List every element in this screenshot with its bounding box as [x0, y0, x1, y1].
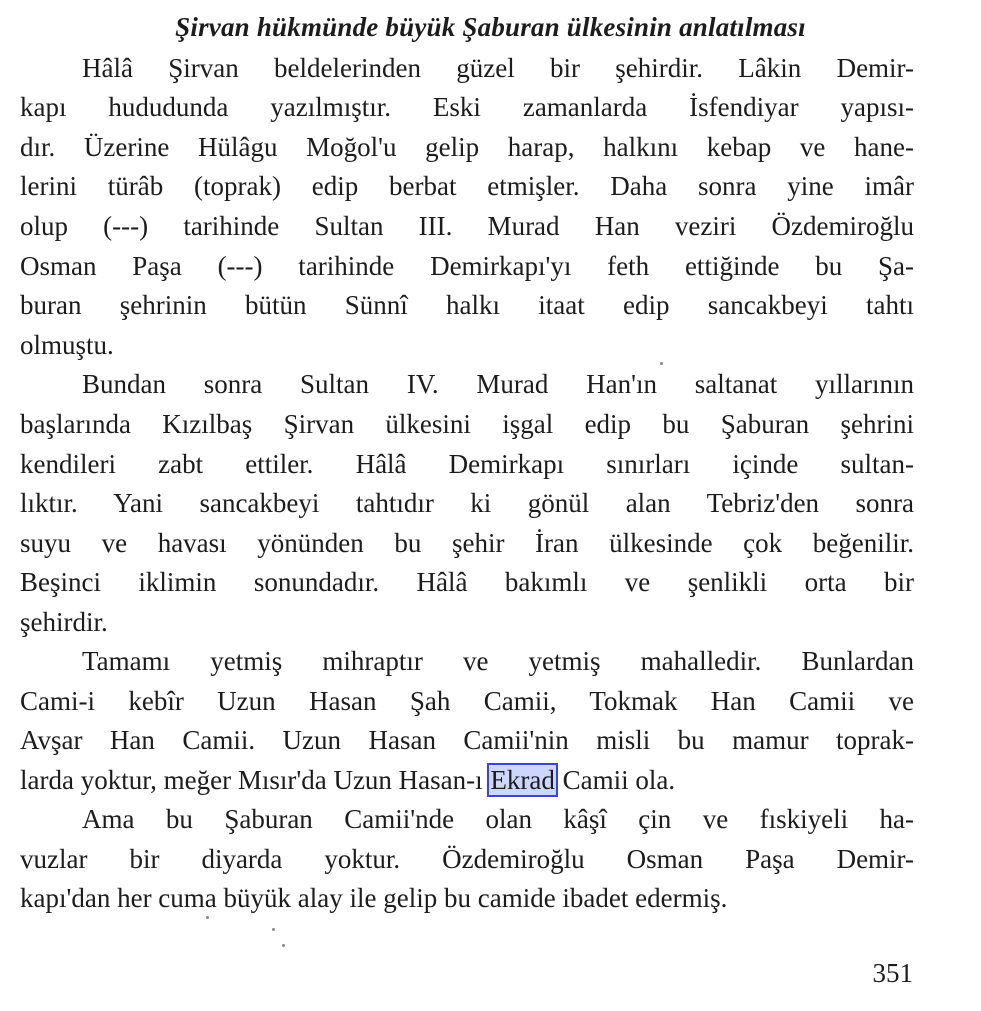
text-line: lerini türâb (toprak) edip berbat etmişler. Daha sonra yine imâr: [20, 171, 914, 201]
text-line: kapı'dan her cuma büyük alay ile gelip bu camide ibadet edermiş.: [20, 883, 728, 913]
text-line: Ama bu Şaburan Camii'nde olan kâşî çin ve fıskiyeli ha-: [82, 804, 914, 834]
selected-word-highlight[interactable]: Ekrad: [490, 765, 555, 795]
text-line: olmuştu.: [20, 330, 114, 360]
text-line: Hâlâ Şirvan beldelerinden güzel bir şehirdir. Lâkin Demir-: [82, 53, 914, 83]
scan-speck: [206, 916, 209, 919]
text-line: olup (---) tarihinde Sultan III. Murad Han veziri Özdemiroğlu: [20, 211, 914, 241]
text-segment: Camii ola.: [555, 765, 676, 795]
text-line: başlarında Kızılbaş Şirvan ülkesini işgal edip bu Şaburan şehrini: [20, 409, 914, 439]
text-line: buran şehrinin bütün Sünnî halkı itaat edip sancakbeyi tahtı: [20, 290, 914, 320]
text-line: şehirdir.: [20, 607, 108, 637]
section-heading: Şirvan hükmünde büyük Şaburan ülkesinin anlatılması: [175, 12, 806, 42]
scan-speck: [282, 944, 285, 947]
text-line: lıktır. Yani sancakbeyi tahtıdır ki gönül alan Tebriz'den sonra: [20, 488, 914, 518]
text-line-with-highlight: [20, 762, 914, 798]
text-line: Cami-i kebîr Uzun Hasan Şah Camii, Tokmak Han Camii ve: [20, 686, 914, 716]
text-line: kapı hududunda yazılmıştır. Eski zamanlarda İsfendiyar yapısı-: [20, 92, 914, 122]
text-line: vuzlar bir diyarda yoktur. Özdemiroğlu Osman Paşa Demir-: [20, 844, 914, 874]
text-line: kendileri zabt ettiler. Hâlâ Demirkapı sınırları içinde sultan-: [20, 449, 914, 479]
text-line: Osman Paşa (---) tarihinde Demirkapı'yı feth ettiğinde bu Şa-: [20, 251, 914, 281]
text-segment: larda yoktur, meğer Mısır'da Uzun Hasan-ı: [20, 765, 490, 795]
text-line: Beşinci iklimin sonundadır. Hâlâ bakımlı ve şenlikli orta bir: [20, 567, 914, 597]
text-line: Bundan sonra Sultan IV. Murad Han'ın saltanat yıllarının: [82, 369, 914, 399]
text-line: Tamamı yetmiş mihraptır ve yetmiş mahalledir. Bunlardan: [82, 646, 914, 676]
scan-speck: [660, 362, 663, 365]
text-line: Avşar Han Camii. Uzun Hasan Camii'nin misli bu mamur toprak-: [20, 725, 914, 755]
page-number: 351: [872, 958, 913, 988]
text-line: suyu ve havası yönünden bu şehir İran ülkesinde çok beğenilir.: [20, 528, 914, 558]
scan-speck: [272, 928, 275, 931]
text-line: dır. Üzerine Hülâgu Moğol'u gelip harap, halkını kebap ve hane-: [20, 132, 914, 162]
